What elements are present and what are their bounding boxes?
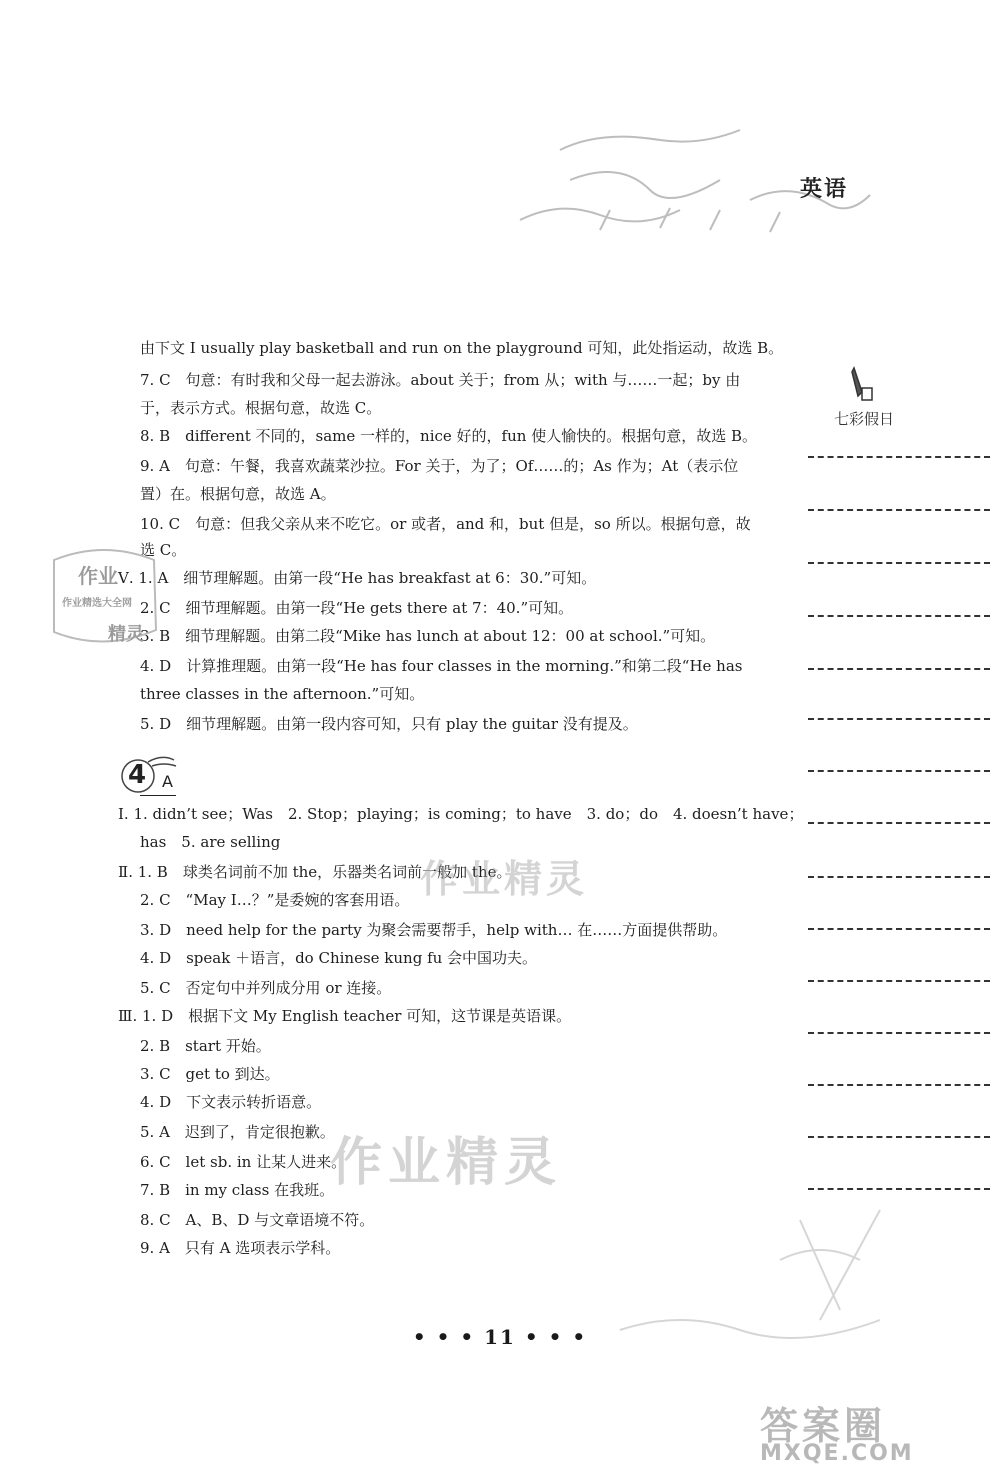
note-line bbox=[808, 928, 990, 930]
note-line bbox=[808, 615, 990, 617]
text-line: 2. B start 开始。 bbox=[140, 1037, 271, 1055]
text-line: 8. B different 不同的，same 一样的，nice 好的，fun 使人愉快的。根据句意，故选 B。 bbox=[140, 427, 757, 445]
text-line: Ⅱ. 1. B 球类名词前不加 the，乐器类名词前一般加 the。 bbox=[118, 863, 512, 881]
text-line: 9. A 句意：午餐，我喜欢蔬菜沙拉。For 关于，为了；Of……的；As 作为；At（表示位 bbox=[140, 457, 739, 475]
text-line: 7. B in my class 在我班。 bbox=[140, 1181, 335, 1199]
watermark-text: 作业精灵 bbox=[330, 1133, 563, 1193]
note-line bbox=[808, 980, 990, 982]
note-line bbox=[808, 562, 990, 564]
watermark-text: 作业精灵 bbox=[420, 857, 589, 901]
text-line: 3. D need help for the party 为聚会需要帮手，help with… 在……方面提供帮助。 bbox=[140, 921, 728, 939]
text-line: 2. C 细节理解题。由第一段“He gets there at 7：40.”可知。 bbox=[140, 599, 574, 617]
note-line bbox=[808, 822, 990, 824]
text-line: 由下文 I usually play basketball and run on the playground 可知，此处指运动，故选 B。 bbox=[140, 339, 784, 357]
text-line: 2. C “May I…？”是委婉的客套用语。 bbox=[140, 891, 410, 909]
note-line bbox=[808, 718, 990, 720]
note-line bbox=[808, 668, 990, 670]
brand-url: MXQE.COM bbox=[760, 1441, 914, 1466]
subject-title: 英语 bbox=[800, 177, 849, 202]
text-line: 4. D 计算推理题。由第一段“He has four classes in the morning.”和第二段“He has bbox=[140, 657, 743, 675]
note-line bbox=[808, 1188, 990, 1190]
text-line: 3. B 细节理解题。由第二段“Mike has lunch at about 12：00 at school.”可知。 bbox=[140, 627, 716, 645]
stamp-middle-text: 作业精选大全网 bbox=[62, 598, 132, 609]
text-line: 10. C 句意：但我父亲从来不吃它。or 或者，and 和，but 但是，so 所以。根据句意，故 bbox=[140, 515, 751, 533]
note-line bbox=[808, 456, 990, 458]
note-line bbox=[808, 509, 990, 511]
text-line: 7. C 句意：有时我和父母一起去游泳。about 关于；from 从；with 与……一起；by 由 bbox=[140, 371, 741, 389]
text-line: 5. C 否定句中并列成分用 or 连接。 bbox=[140, 979, 392, 997]
section-label: A bbox=[162, 772, 173, 791]
text-line: 6. C let sb. in 让某人进来。 bbox=[140, 1153, 347, 1171]
text-line: 5. A 迟到了，肯定很抱歉。 bbox=[140, 1123, 335, 1141]
stamp-bottom-text: 精灵 bbox=[108, 624, 144, 645]
section-underline bbox=[140, 795, 176, 796]
note-line bbox=[808, 770, 990, 772]
text-line: 4. D 下文表示转折语意。 bbox=[140, 1093, 322, 1111]
text-line: Ⅴ. 1. A 细节理解题。由第一段“He has breakfast at 6：30.”可知。 bbox=[118, 569, 597, 587]
note-line bbox=[808, 1136, 990, 1138]
text-line: 置）在。根据句意，故选 A。 bbox=[140, 485, 336, 503]
text-line: 8. C A、B、D 与文章语境不符。 bbox=[140, 1211, 375, 1229]
note-line bbox=[808, 876, 990, 878]
page-number: • • • 11 • • • bbox=[412, 1325, 588, 1349]
stamp-top-text: 作业 bbox=[78, 564, 118, 588]
pen-icon bbox=[848, 366, 874, 404]
section-number: 4 bbox=[128, 760, 147, 790]
text-line: 于，表示方式。根据句意，故选 C。 bbox=[140, 399, 382, 417]
note-line bbox=[808, 1032, 990, 1034]
brand-logo-text: 答案圈 bbox=[760, 1404, 887, 1448]
text-line: has 5. are selling bbox=[140, 833, 281, 851]
text-line: 3. C get to 到达。 bbox=[140, 1065, 280, 1083]
text-line: 选 C。 bbox=[140, 541, 187, 559]
sidebar-label: 七彩假日 bbox=[834, 410, 895, 428]
text-line: 9. A 只有 A 选项表示学科。 bbox=[140, 1239, 341, 1257]
note-line bbox=[808, 1084, 990, 1086]
text-line: Ⅲ. 1. D 根据下文 My English teacher 可知，这节课是英语课。 bbox=[118, 1007, 572, 1025]
text-line: 4. D speak ＋语言，do Chinese kung fu 会中国功夫。 bbox=[140, 949, 538, 967]
text-line: Ⅰ. 1. didn’t see；Was 2. Stop；playing；is coming；to have 3. do；do 4. doesn’t have； bbox=[118, 805, 804, 823]
brand-logo bbox=[760, 1395, 990, 1467]
text-line: three classes in the afternoon.”可知。 bbox=[140, 685, 425, 703]
text-line: 5. D 细节理解题。由第一段内容可知，只有 play the guitar 没有提及。 bbox=[140, 715, 638, 733]
